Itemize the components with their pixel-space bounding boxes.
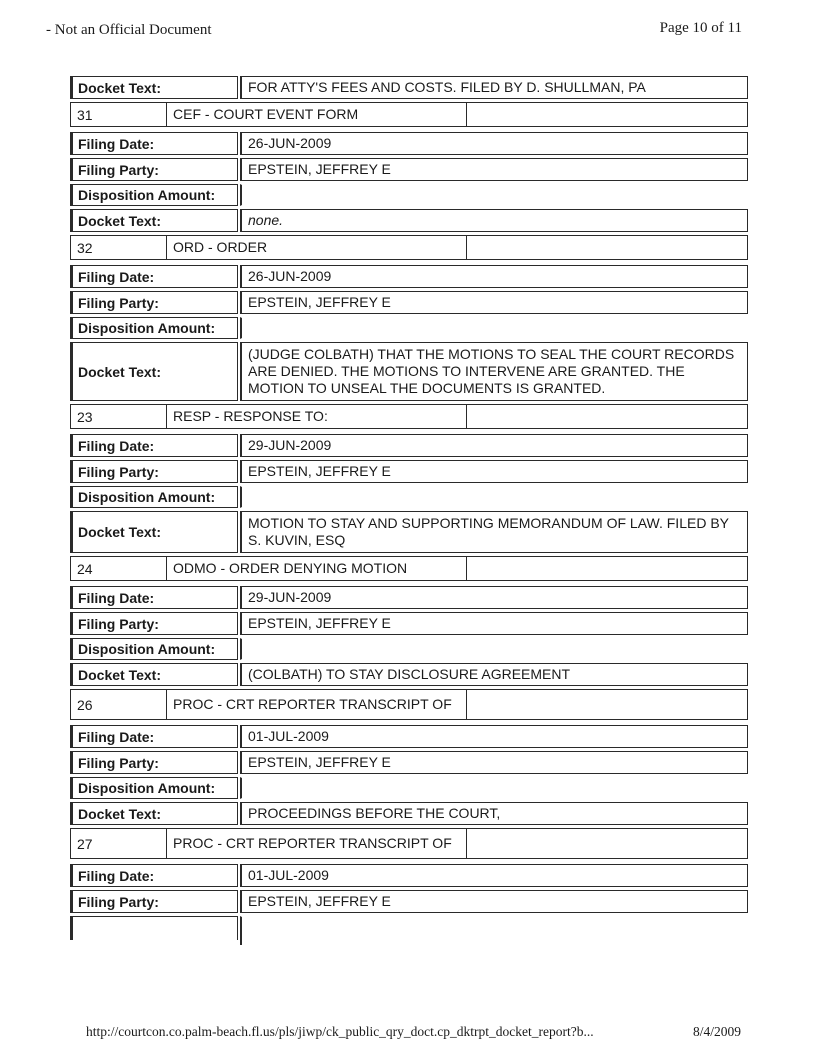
docket-entry-header — [70, 404, 748, 429]
docket-entry-header — [70, 689, 748, 720]
disposition-row — [70, 317, 748, 339]
disposition-row — [70, 184, 748, 206]
filing-date-row — [70, 586, 748, 609]
entry-number: 27 — [71, 829, 167, 858]
docket-text-label: Docket Text: — [70, 511, 238, 553]
filing-party-label: Filing Party: — [70, 612, 238, 635]
filing-date-row — [70, 864, 748, 887]
truncated-row — [70, 916, 748, 945]
docket-text-row — [70, 209, 748, 232]
entry-number: 26 — [71, 690, 167, 719]
docket-text-value: none. — [240, 209, 748, 232]
filing-date-label: Filing Date: — [70, 864, 238, 887]
filing-party-row — [70, 751, 748, 774]
filing-date-label: Filing Date: — [70, 586, 238, 609]
filing-party-row — [70, 460, 748, 483]
filing-date-label: Filing Date: — [70, 265, 238, 288]
entry-number: 31 — [71, 103, 167, 126]
disposition-value — [240, 638, 748, 660]
filing-party-value: EPSTEIN, JEFFREY E — [240, 460, 748, 483]
entry-code: ODMO - ORDER DENYING MOTION — [167, 557, 467, 580]
filing-party-value: EPSTEIN, JEFFREY E — [240, 158, 748, 181]
footer-date: 8/4/2009 — [693, 1024, 742, 1039]
filing-date-value: 01-JUL-2009 — [240, 725, 748, 748]
docket-text-label: Docket Text: — [70, 342, 238, 401]
filing-party-label: Filing Party: — [70, 890, 238, 913]
disposition-row — [70, 638, 748, 660]
filing-date-row — [70, 265, 748, 288]
docket-text-value: (JUDGE COLBATH) THAT THE MOTIONS TO SEAL THE COURT RECORDS ARE DENIED. THE MOTIONS TO INTERVENE ARE GRANTED. THE MOTION TO UNSEAL THE DOCUMENTS IS GRANTED. — [240, 342, 748, 401]
filing-party-value: EPSTEIN, JEFFREY E — [240, 612, 748, 635]
disposition-label: Disposition Amount: — [70, 638, 238, 660]
filing-party-value: EPSTEIN, JEFFREY E — [240, 291, 748, 314]
docket-text-label: Docket Text: — [70, 209, 238, 232]
filing-date-row — [70, 725, 748, 748]
filing-party-row — [70, 158, 748, 181]
docket-text-row — [70, 76, 748, 99]
docket-entry-header — [70, 235, 748, 260]
filing-date-label: Filing Date: — [70, 434, 238, 457]
docket-text-value: PROCEEDINGS BEFORE THE COURT, — [240, 802, 748, 825]
truncated-label — [70, 916, 238, 940]
docket-text-value: MOTION TO STAY AND SUPPORTING MEMORANDUM OF LAW. FILED BY S. KUVIN, ESQ — [240, 511, 748, 553]
page-number: Page 10 of 11 — [659, 20, 742, 36]
entry-number: 23 — [71, 405, 167, 428]
docket-text-value: FOR ATTY'S FEES AND COSTS. FILED BY D. SHULLMAN, PA — [240, 76, 748, 99]
docket-text-label: Docket Text: — [70, 802, 238, 825]
filing-date-value: 26-JUN-2009 — [240, 132, 748, 155]
filing-party-label: Filing Party: — [70, 751, 238, 774]
disposition-label: Disposition Amount: — [70, 317, 238, 339]
filing-party-label: Filing Party: — [70, 291, 238, 314]
disposition-value — [240, 777, 748, 799]
entry-number: 24 — [71, 557, 167, 580]
filing-party-value: EPSTEIN, JEFFREY E — [240, 890, 748, 913]
docket-entry-header — [70, 102, 748, 127]
filing-date-row — [70, 434, 748, 457]
filing-date-row — [70, 132, 748, 155]
docket-text-label: Docket Text: — [70, 663, 238, 686]
docket-text-label: Docket Text: — [70, 76, 238, 99]
header-left-text: - Not an Official Document — [46, 22, 212, 38]
disposition-label: Disposition Amount: — [70, 486, 238, 508]
docket-text-value: (COLBATH) TO STAY DISCLOSURE AGREEMENT — [240, 663, 748, 686]
entry-code: RESP - RESPONSE TO: — [167, 405, 467, 428]
entry-number: 32 — [71, 236, 167, 259]
disposition-row — [70, 486, 748, 508]
filing-party-label: Filing Party: — [70, 158, 238, 181]
entry-code: CEF - COURT EVENT FORM — [167, 103, 467, 126]
entry-code: PROC - CRT REPORTER TRANSCRIPT OF — [167, 690, 467, 719]
filing-date-value: 26-JUN-2009 — [240, 265, 748, 288]
disposition-row — [70, 777, 748, 799]
entry-code: PROC - CRT REPORTER TRANSCRIPT OF — [167, 829, 467, 858]
truncated-value — [240, 916, 748, 945]
disposition-value — [240, 184, 748, 206]
docket-text-row — [70, 802, 748, 825]
disposition-value — [240, 486, 748, 508]
filing-date-value: 29-JUN-2009 — [240, 586, 748, 609]
filing-date-value: 01-JUL-2009 — [240, 864, 748, 887]
disposition-label: Disposition Amount: — [70, 777, 238, 799]
filing-party-row — [70, 612, 748, 635]
filing-party-label: Filing Party: — [70, 460, 238, 483]
docket-text-row — [70, 511, 748, 553]
disposition-label: Disposition Amount: — [70, 184, 238, 206]
docket-entry-header — [70, 828, 748, 859]
entry-code: ORD - ORDER — [167, 236, 467, 259]
filing-date-label: Filing Date: — [70, 725, 238, 748]
disposition-value — [240, 317, 748, 339]
footer-url: http://courtcon.co.palm-beach.fl.us/pls/jiwp/ck_public_qry_doct.cp_dktrpt_docket_report?b... — [86, 1024, 594, 1039]
docket-text-row — [70, 342, 748, 401]
filing-party-row — [70, 291, 748, 314]
filing-party-value: EPSTEIN, JEFFREY E — [240, 751, 748, 774]
filing-party-row — [70, 890, 748, 913]
filing-date-label: Filing Date: — [70, 132, 238, 155]
docket-entry-header — [70, 556, 748, 581]
docket-text-row — [70, 663, 748, 686]
filing-date-value: 29-JUN-2009 — [240, 434, 748, 457]
docket-report — [70, 76, 748, 948]
